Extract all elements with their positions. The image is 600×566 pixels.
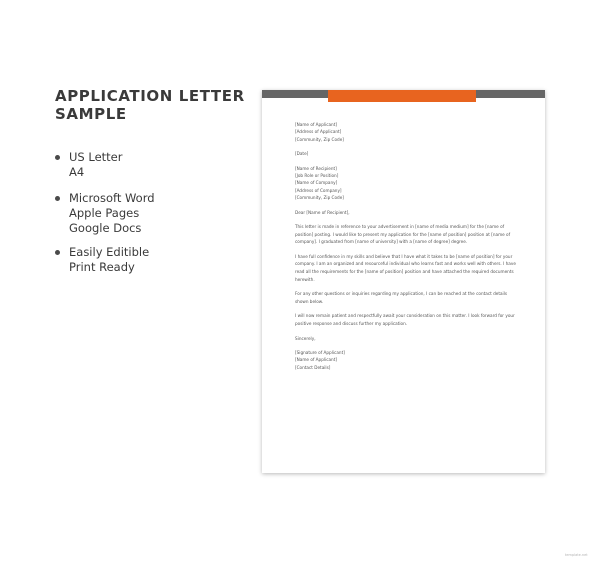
feature-item bbox=[55, 191, 155, 236]
body-paragraph: I have full confidence in my skills and believe that I have what it takes to be [name of position] for your company. I am an organized and resourceful individual who learns fast and works well with others. I have read all the requirements for the [name of position] position and have attached the required documents herewith. bbox=[295, 253, 516, 282]
recipient-address: [Address of Company] bbox=[295, 187, 342, 193]
watermark: template.net bbox=[565, 553, 588, 557]
feature-line: Easily Editible bbox=[69, 245, 150, 259]
feature-line: Microsoft Word bbox=[69, 191, 155, 205]
bullet-icon bbox=[55, 250, 60, 255]
feature-line: A4 bbox=[69, 165, 85, 179]
body-paragraph: I will now remain patient and respectfully await your consideration on this matter. I look forward for your positive response and discuss further my application. bbox=[295, 313, 515, 326]
feature-item bbox=[55, 245, 149, 275]
feature-line: Print Ready bbox=[69, 260, 135, 274]
feature-list bbox=[55, 245, 149, 275]
signature-line: [Signature of Applicant] bbox=[295, 350, 345, 355]
body-paragraph: This letter is made in reference to your advertisement in [name of media medium] for the [name of position] posting. I would like to present my application for the [name of position] position at [name of company]. I graduated from [name of university] with a [name of degree] degree. bbox=[295, 224, 511, 245]
header-accent-bar bbox=[328, 90, 476, 102]
feature-line: Google Docs bbox=[69, 221, 142, 235]
letter-date: [Date] bbox=[295, 151, 309, 157]
letter-body bbox=[295, 121, 525, 371]
salutation: Dear [Name of Recipient], bbox=[295, 209, 350, 215]
sender-name: [Name of Applicant] bbox=[295, 122, 337, 127]
page-title: APPLICATION LETTER SAMPLE bbox=[55, 87, 245, 123]
recipient-role: [Job Role or Position] bbox=[295, 173, 339, 179]
feature-line: US Letter bbox=[69, 150, 123, 164]
signature-block bbox=[295, 349, 525, 371]
sender-community: [Community, Zip Code] bbox=[295, 136, 344, 142]
bullet-icon bbox=[55, 155, 60, 160]
recipient-community: [Community, Zip Code] bbox=[295, 195, 344, 201]
feature-line: Apple Pages bbox=[69, 206, 140, 220]
software-list bbox=[55, 191, 155, 236]
bullet-icon bbox=[55, 196, 60, 201]
recipient-company: [Name of Company] bbox=[295, 180, 338, 186]
recipient-block bbox=[295, 165, 525, 202]
closing: Sincerely, bbox=[295, 335, 316, 341]
format-list bbox=[55, 150, 122, 180]
signature-name: [Name of Applicant] bbox=[295, 357, 337, 363]
sender-address: [Address of Applicant] bbox=[295, 129, 342, 135]
sender-block bbox=[295, 121, 525, 143]
recipient-name: [Name of Recipient] bbox=[295, 165, 337, 171]
signature-contact: [Contact Details] bbox=[295, 364, 331, 370]
feature-item bbox=[55, 150, 122, 180]
body-paragraph: For any other questions or inquiries regarding my application, I can be reached at the contact details shown below. bbox=[295, 291, 508, 304]
letter-document-preview bbox=[262, 90, 545, 473]
